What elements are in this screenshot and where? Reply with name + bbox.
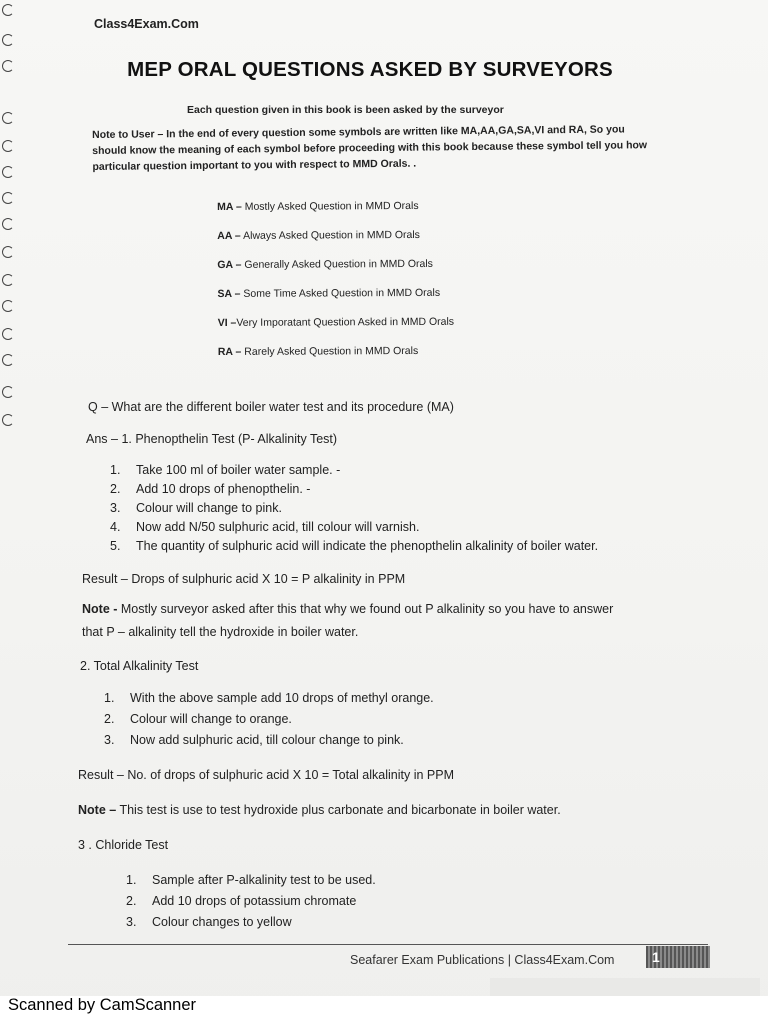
legend-item: RA – Rarely Asked Question in MMD Orals (217, 344, 419, 358)
note-to-user-line: should know the meaning of each symbol before proceeding with this book because these symbol tell you how (92, 139, 648, 157)
answer-intro: Ans – 1. Phenopthelin Test (P- Alkalinity Test) (86, 432, 338, 446)
list-item: 3. Colour changes to yellow (126, 915, 292, 929)
binding-hole (2, 328, 14, 340)
scanner-watermark-bar (0, 996, 768, 1024)
binding-hole (2, 386, 14, 398)
header-brand: Class4Exam.Com (94, 17, 199, 31)
result-1: Result – Drops of sulphuric acid X 10 = P alkalinity in PPM (82, 572, 406, 586)
test2-steps (104, 688, 434, 751)
legend-item: MA – Mostly Asked Question in MMD Orals (217, 199, 419, 213)
page-title: MEP ORAL QUESTIONS ASKED BY SURVEYORS (127, 58, 613, 81)
binding-hole (2, 354, 14, 366)
list-item: 3. Now add sulphuric acid, till colour change to pink. (104, 733, 404, 747)
symbol-legend (217, 192, 454, 367)
page-subtitle: Each question given in this book is been asked by the surveyor (187, 104, 504, 116)
legend-item: GA – Generally Asked Question in MMD Orals (217, 257, 433, 271)
test1-steps (110, 461, 598, 556)
list-item: 1. With the above sample add 10 drops of methyl orange. (104, 691, 434, 705)
footer-divider (68, 944, 708, 945)
binding-hole (2, 4, 14, 16)
list-item: 1. Sample after P-alkalinity test to be used. (126, 873, 376, 887)
note-to-user-label: Note to User – (92, 128, 164, 141)
result-2: Result – No. of drops of sulphuric acid X 10 = Total alkalinity in PPM (78, 768, 455, 782)
binding-hole (2, 414, 14, 426)
binding-hole (2, 192, 14, 204)
test2-title: 2. Total Alkalinity Test (80, 659, 199, 673)
binding-hole (2, 166, 14, 178)
note-to-user-line: Note to User – In the end of every question some symbols are written like MA,AA,GA,SA,VI and RA, So you (92, 123, 625, 141)
list-item: 5. The quantity of sulphuric acid will indicate the phenopthelin alkalinity of boiler water. (110, 539, 599, 553)
list-item: 3. Colour will change to pink. (110, 501, 282, 515)
legend-item: AA – Always Asked Question in MMD Orals (217, 228, 420, 242)
binding-hole (2, 34, 14, 46)
binding-hole (2, 246, 14, 258)
list-item: 2. Colour will change to orange. (104, 712, 292, 726)
page-number: 1 (646, 946, 710, 968)
list-item: 2. Add 10 drops of phenopthelin. - (110, 482, 311, 496)
scanner-watermark: Scanned by CamScanner (8, 996, 197, 1014)
legend-item: SA – Some Time Asked Question in MMD Orals (217, 286, 441, 300)
test3-title: 3 . Chloride Test (78, 838, 169, 852)
binding-hole (2, 300, 14, 312)
footer-publisher: Seafarer Exam Publications | Class4Exam.Com (350, 953, 615, 967)
legend-item: VI –Very Imporatant Question Asked in MMD Orals (217, 315, 455, 329)
list-item: 1. Take 100 ml of boiler water sample. - (110, 463, 341, 477)
note-to-user (92, 121, 682, 175)
binding-hole (2, 218, 14, 230)
list-item: 2. Add 10 drops of potassium chromate (126, 894, 357, 908)
question: Q – What are the different boiler water test and its procedure (MA) (88, 400, 454, 414)
binding-hole (2, 274, 14, 286)
note-1: Note - Mostly surveyor asked after this that why we found out P alkalinity so you have to answer that P – alkalinity tell the hydroxide in boiler water. (82, 602, 614, 639)
note-2: Note – This test is use to test hydroxide plus carbonate and bicarbonate in boiler water. (78, 803, 561, 817)
binding-hole (2, 112, 14, 124)
note-to-user-line: particular question important to you with respect to MMD Orals. . (92, 157, 417, 173)
list-item: 4. Now add N/50 sulphuric acid, till colour will varnish. (110, 520, 420, 534)
binding-hole (2, 140, 14, 152)
ring-binding (0, 0, 22, 640)
test3-steps (126, 870, 376, 933)
